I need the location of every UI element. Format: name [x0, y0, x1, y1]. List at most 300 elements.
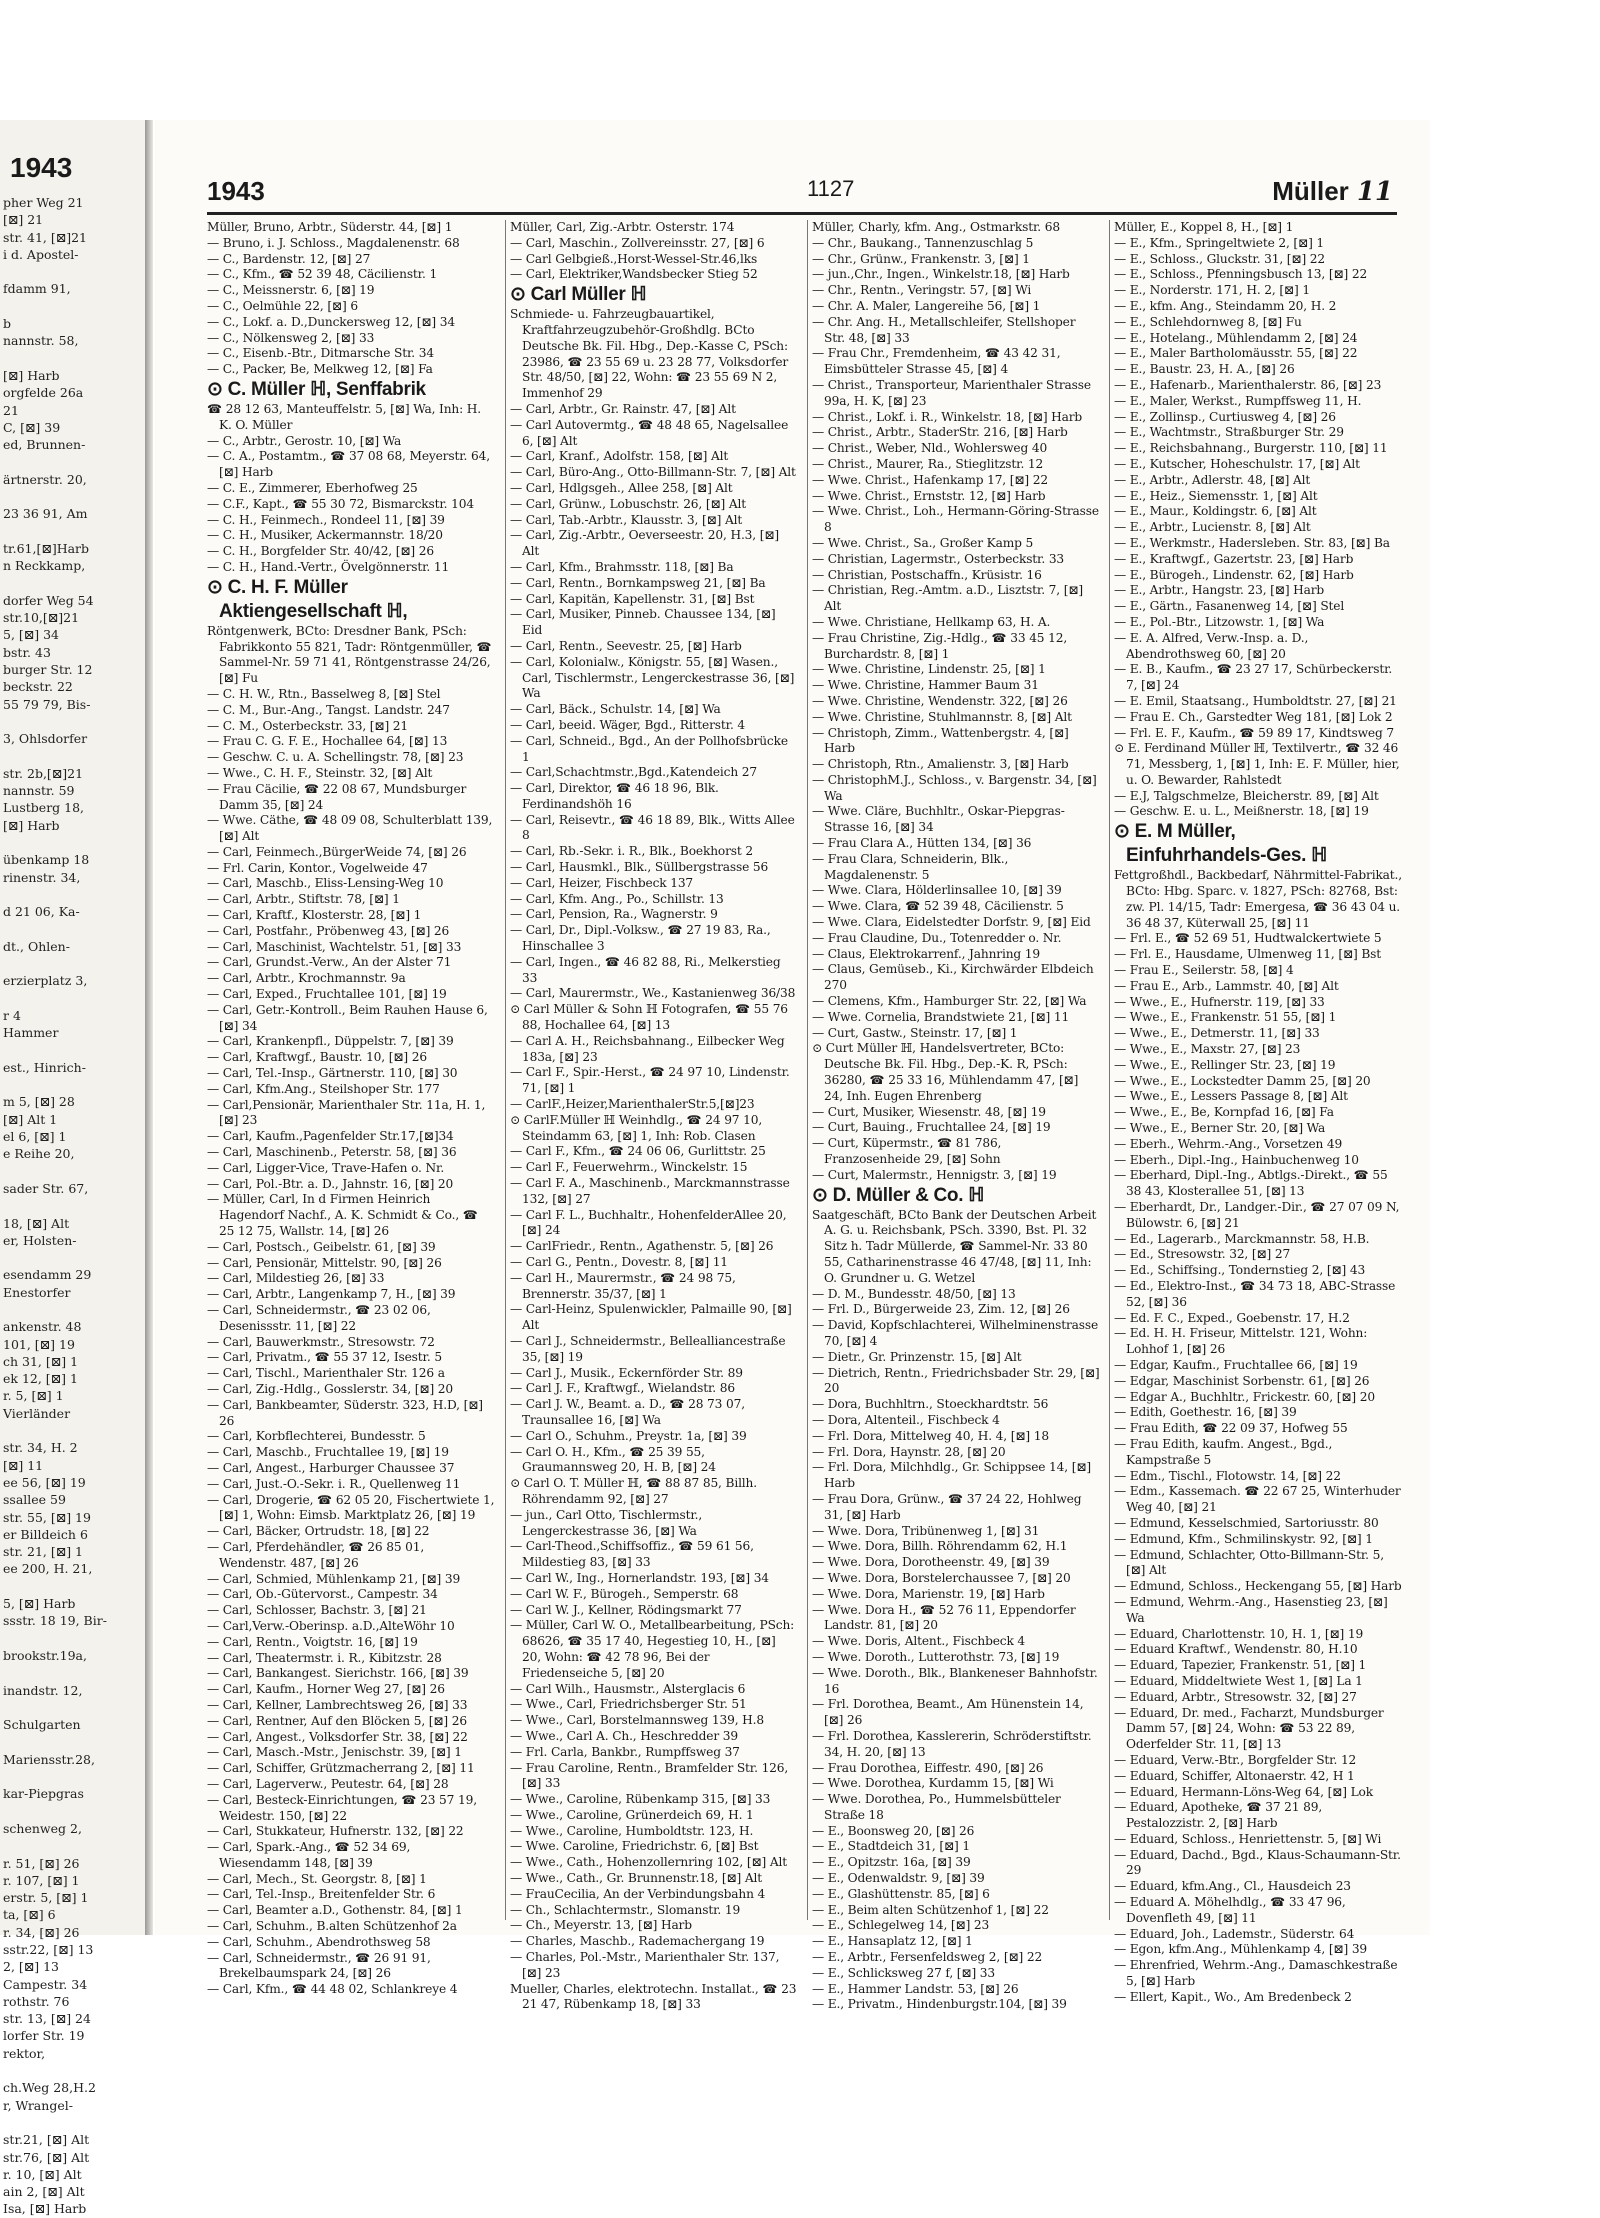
directory-entry: — Carl, Tel.-Insp., Breitenfelder Str. 6 — [207, 1887, 436, 1902]
previous-page-line: ek 12, [⊠] 1 — [3, 1371, 78, 1387]
firm-heading: ⊙ C. H. F. Müller — [207, 576, 348, 598]
directory-entry: — Wwe. Clara, Eidelstedter Dorfstr. 9, [⊠] Eid — [812, 915, 1091, 930]
directory-entry: — Frl. E., Hausdame, Ulmenweg 11, [⊠] Bst — [1114, 947, 1382, 962]
previous-page-line: nannstr. 58, — [3, 333, 79, 349]
page-number: 1127 — [807, 176, 855, 201]
directory-entry: — Edgar, Maschinist Sorbenstr. 61, [⊠] 26 — [1114, 1373, 1370, 1388]
directory-entry: — Carl A. H., Reichsbahnang., Eilbecker Weg 183a, [⊠] 23 — [510, 1033, 785, 1064]
directory-entry: — Frau Claudine, Du., Totenredder o. Nr. — [812, 930, 1062, 945]
directory-entry: — CarlFriedr., Rentn., Agathenstr. 5, [⊠] 26 — [510, 1239, 774, 1254]
directory-entry: — Carl, Bankbeamter, Süderstr. 323, H.D, [⊠] 26 — [207, 1397, 483, 1428]
previous-page-line: 5, [⊠] Harb — [3, 1596, 76, 1612]
directory-entry: — E., Schloss., Pfenningsbusch 13, [⊠] 22 — [1114, 267, 1368, 282]
directory-entry: — Wwe., Carl, Friedrichsberger Str. 51 — [510, 1697, 747, 1712]
previous-page-line: 2, [⊠] 13 — [3, 1959, 60, 1975]
directory-entry: — Carl, Kfm.Ang., Steilshoper Str. 177 — [207, 1081, 440, 1096]
previous-page-line: ain 2, [⊠] Alt — [3, 2184, 85, 2200]
previous-page-line: burger Str. 12 — [3, 662, 93, 678]
previous-page-line: str.76, [⊠] Alt — [3, 2149, 90, 2165]
directory-entry: — Frl. D., Bürgerweide 23, Zim. 12, [⊠] 26 — [812, 1302, 1070, 1317]
previous-page-line: übenkamp 18 — [3, 852, 90, 868]
directory-entry: — E. A. Alfred, Verw.-Insp. a. D., Abendrothsweg 60, [⊠] 20 — [1114, 630, 1309, 661]
directory-entry: — Frl. E., ☎ 52 69 51, Hudtwalckertwiete 5 — [1114, 931, 1382, 946]
directory-entry: — E., Beim alten Schützenhof 1, [⊠] 22 — [812, 1902, 1049, 1917]
directory-entry: — Charles, Pol.-Mstr., Marienthaler Str. 137, [⊠] 23 — [510, 1950, 780, 1980]
directory-entry: — Carl, Reisevtr., ☎ 46 18 89, Blk., Witts Allee 8 — [510, 812, 795, 843]
directory-entry: — Edgar A., Buchhltr., Frickestr. 60, [⊠] 20 — [1114, 1389, 1375, 1404]
directory-entry: Müller, Bruno, Arbtr., Süderstr. 44, [⊠] 1 — [207, 220, 453, 234]
previous-page-line — [0, 1042, 145, 1059]
directory-entry: — Wwe. Dora, Borstelerchaussee 7, [⊠] 20 — [812, 1570, 1071, 1585]
directory-entry: — Curt, Bauing., Fruchtallee 24, [⊠] 19 — [812, 1120, 1051, 1135]
directory-entry: — E.J, Talgschmelze, Bleicherstr. 89, [⊠] Alt — [1114, 788, 1379, 803]
directory-entry: — Christ., Weber, Nld., Wohlersweg 40 — [812, 441, 1048, 456]
directory-entry: — Frau E. Ch., Garstedter Weg 181, [⊠] Lok 2 — [1114, 709, 1393, 724]
previous-page-line — [0, 2062, 145, 2079]
previous-page-line: esendamm 29 — [3, 1267, 92, 1283]
previous-page-line: orgfelde 26a — [3, 385, 84, 401]
previous-page-line: r 4 — [3, 1007, 21, 1023]
directory-entry: — Christian, Lagermstr., Osterbeckstr. 33 — [812, 551, 1065, 566]
directory-entry: — Wwe. Doroth., Lutterothstr. 73, [⊠] 19 — [812, 1649, 1060, 1664]
directory-entry: — David, Kopfschlachterei, Wilhelminenstrasse 70, [⊠] 4 — [812, 1318, 1099, 1348]
previous-page-line — [0, 1163, 145, 1180]
directory-entry: — Carl-Theod.,Schiffsoffiz., ☎ 59 61 56, Mildestieg 83, [⊠] 33 — [510, 1539, 754, 1570]
directory-entry: — Carl, Bäck., Schulstr. 14, [⊠] Wa — [510, 702, 721, 717]
directory-entry: — Eduard, Schiffer, Altonaerstr. 42, H 1 — [1114, 1768, 1355, 1783]
previous-page-line — [0, 1578, 145, 1595]
directory-entry: — Carl, beeid. Wäger, Bgd., Ritterstr. 4 — [510, 717, 746, 732]
directory-entry: — Carl, Hausmkl., Blk., Süllbergstrasse 56 — [510, 860, 769, 875]
directory-entry: — Carl Autovermtg., ☎ 48 48 65, Nagelsallee 6, [⊠] Alt — [510, 417, 789, 448]
directory-entry: — Carl, Just.-O.-Sekr. i. R., Quellenweg 11 — [207, 1476, 461, 1491]
directory-entry: — E., Glashüttenstr. 85, [⊠] 6 — [812, 1886, 990, 1901]
previous-page-line — [0, 748, 145, 765]
directory-entry: — E., Stadtdeich 31, [⊠] 1 — [812, 1839, 970, 1854]
directory-entry: — Carl F., Spir.-Herst., ☎ 24 97 10, Lindenstr. 71, [⊠] 1 — [510, 1065, 790, 1096]
directory-entry: — Eduard, kfm.Ang., Cl., Hausdeich 23 — [1114, 1879, 1351, 1894]
directory-entry: — Curt, Küpermstr., ☎ 81 786, Franzosenheide 29, [⊠] Sohn — [812, 1136, 1002, 1167]
previous-page-line: i d. Apostel- — [3, 246, 79, 262]
directory-entry: — Edmund, Schloss., Heckengang 55, [⊠] Harb — [1114, 1579, 1402, 1594]
directory-entry: — Carl, Arbtr., Gr. Rainstr. 47, [⊠] Alt — [510, 401, 736, 416]
page-header — [207, 170, 1407, 210]
directory-entry: — Carl H., Maurermstr., ☎ 24 98 75, Brennerstr. 35/37, [⊠] 1 — [510, 1270, 736, 1301]
previous-page-line: str. 2b,[⊠]21 — [3, 765, 84, 781]
previous-page-line: ee 56, [⊠] 19 — [3, 1474, 86, 1490]
directory-entry: — Carl, Arbtr., Stiftstr. 78, [⊠] 1 — [207, 892, 400, 907]
directory-entry: — Carl, Postfahr., Pröbenweg 43, [⊠] 26 — [207, 923, 450, 938]
directory-entry: — Wwe. Dorothea, Po., Hummelsbütteler Straße 18 — [812, 1792, 1061, 1822]
directory-entry: — Eduard, Apotheke, ☎ 37 21 89, Pestalozzistr. 2, [⊠] Harb — [1114, 1800, 1323, 1831]
directory-entry: — Carl, Bäcker, Ortrudstr. 18, [⊠] 22 — [207, 1524, 430, 1539]
directory-entry: — Ch., Schlachtermstr., Slomanstr. 19 — [510, 1902, 741, 1917]
previous-page-line: beckstr. 22 — [3, 679, 73, 695]
directory-entry: — E., Maur., Koldingstr. 6, [⊠] Alt — [1114, 504, 1317, 519]
directory-entry: — Carl, Ligger-Vice, Trave-Hafen o. Nr. — [207, 1160, 445, 1175]
directory-entry: — Curt, Gastw., Steinstr. 17, [⊠] 1 — [812, 1025, 1018, 1040]
directory-entry: — Carl, Spark.-Ang., ☎ 52 34 69, Wiesendamm 148, [⊠] 39 — [207, 1840, 411, 1870]
previous-page-line: erstr. 5, [⊠] 1 — [3, 1890, 89, 1906]
directory-page — [155, 120, 1430, 2012]
previous-page-line: r. 5, [⊠] 1 — [3, 1388, 64, 1404]
directory-entry: ☎ 28 12 63, Manteuffelstr. 5, [⊠] Wa, Inh: H. K. O. Müller — [207, 401, 481, 432]
directory-entry: — Carl J., Musik., Eckernförder Str. 89 — [510, 1365, 743, 1380]
directory-entry: — Carl, Tab.-Arbtr., Klausstr. 3, [⊠] Alt — [510, 512, 743, 527]
directory-entry: — E., Hotelang., Mühlendamm 2, [⊠] 24 — [1114, 330, 1358, 345]
directory-entry: — E., Arbtr., Adlerstr. 48, [⊠] Alt — [1114, 472, 1311, 487]
previous-page-line: 18, [⊠] Alt — [3, 1215, 70, 1231]
previous-page-line: erzierplatz 3, — [3, 973, 88, 989]
directory-entry: — E., Reichsbahnang., Burgerstr. 110, [⊠] 11 — [1114, 441, 1388, 456]
directory-entry: — Frau Dora, Grünw., ☎ 37 24 22, Hohlweg 31, [⊠] Harb — [812, 1491, 1082, 1522]
directory-entry: — Eberh., Wehrm.-Ang., Vorsetzen 49 — [1114, 1136, 1343, 1151]
directory-entry: — Christoph, Zimm., Wattenbergstr. 4, [⊠] Harb — [812, 725, 1069, 756]
directory-entry: — C. H., Musiker, Ackermannstr. 18/20 — [207, 528, 443, 543]
firm-heading: ⊙ C. Müller ℍ, Senffabrik — [207, 378, 426, 400]
directory-entry: — Frl. E. F., Kaufm., ☎ 59 89 17, Kindtsweg 7 — [1114, 725, 1394, 740]
directory-entry: — Eduard Kraftwf., Wendenstr. 80, H.10 — [1114, 1642, 1358, 1657]
running-head-surname: Müller — [1272, 176, 1349, 206]
directory-entry: — E., Odenwaldstr. 9, [⊠] 39 — [812, 1871, 985, 1886]
directory-entry: — Eduard A. Möhelhdlg., ☎ 33 47 96, Dovenfleth 49, [⊠] 11 — [1114, 1895, 1346, 1925]
previous-page-line — [0, 298, 145, 315]
previous-page-line: Mariensstr.28, — [3, 1751, 95, 1767]
directory-entry: — Carl, Kranf., Adolfstr. 158, [⊠] Alt — [510, 449, 729, 464]
previous-page-line: m 5, [⊠] 28 — [3, 1094, 75, 1110]
directory-entry: — Carl, Schlosser, Bachstr. 3, [⊠] 21 — [207, 1603, 427, 1618]
directory-entry: — Frl. Dora, Milchhdlg., Gr. Schippsee 14, [⊠] Harb — [812, 1460, 1091, 1491]
directory-entry: — C., Kfm., ☎ 52 39 48, Cäcilienstr. 1 — [207, 267, 438, 282]
previous-page-line: 5, [⊠] 34 — [3, 627, 60, 643]
directory-entry: — Wwe. Christine, Lindenstr. 25, [⊠] 1 — [812, 662, 1046, 677]
previous-page-line: C, [⊠] 39 — [3, 419, 61, 435]
directory-entry: — Wwe., Caroline, Humboldtstr. 123, H. — [510, 1823, 754, 1838]
directory-entry: — Carl, Ingen., ☎ 46 82 88, Ri., Melkerstieg 33 — [510, 954, 781, 985]
directory-entry: — Carl, Schneidermstr., ☎ 23 02 06, Desenissstr. 11, [⊠] 22 — [207, 1303, 431, 1333]
previous-page-line: [⊠] Alt 1 — [3, 1111, 58, 1127]
directory-entry: — Dora, Altenteil., Fischbeck 4 — [812, 1412, 1000, 1427]
previous-page-line — [0, 1422, 145, 1439]
previous-page-line: r. 51, [⊠] 26 — [3, 1855, 80, 1871]
directory-entry: — E., kfm. Ang., Steindamm 20, H. 2 — [1114, 298, 1337, 313]
previous-page-line — [0, 2114, 145, 2131]
directory-entry: — Wwe., E., Maxstr. 27, [⊠] 23 — [1114, 1042, 1301, 1057]
previous-page-line: tr.61,[⊠]Harb — [3, 540, 90, 556]
firm-heading: Einfuhrhandels-Ges. ℍ — [1126, 845, 1327, 867]
directory-entry: — Frl. Dorothea, Kasslererin, Schröderstiftstr. 34, H. 20, [⊠] 13 — [812, 1728, 1092, 1759]
directory-entry: — Carl, Heizer, Fischbeck 137 — [510, 875, 694, 890]
directory-entry: — E., Hammer Landstr. 53, [⊠] 26 — [812, 1981, 1019, 1996]
previous-page-line: ed, Brunnen- — [3, 437, 86, 453]
directory-entry: — Carl, Krankenpfl., Düppelstr. 7, [⊠] 39 — [207, 1034, 454, 1049]
previous-page-line: r. 107, [⊠] 1 — [3, 1872, 80, 1888]
directory-entry: — Frau Chr., Fremdenheim, ☎ 43 42 31, Eimsbütteler Strasse 45, [⊠] 4 — [812, 346, 1061, 377]
previous-page-year: 1943 — [10, 152, 73, 183]
previous-page-line: Enestorfer — [3, 1284, 71, 1300]
directory-entry: — Carl, Kaufm.,Pagenfelder Str.17,[⊠]34 — [207, 1129, 454, 1144]
previous-page-line — [0, 523, 145, 540]
directory-entry: — C., Oelmühle 22, [⊠] 6 — [207, 298, 358, 313]
directory-entry: — Carl, Getr.-Kontroll., Beim Rauhen Hause 6, [⊠] 34 — [207, 1002, 488, 1033]
directory-entry: Röntgenwerk, BCto: Dresdner Bank, PSch: Fabrikkonto 55 821, Tadr: Röntgenmüller, ☎ Sammel-Nr. 59 71 41, Röntgenstrasse 24/26, [⊠] Fu — [207, 623, 492, 686]
previous-page-line: e Reihe 20, — [3, 1146, 75, 1162]
directory-entry: — Carl, Stukkateur, Hufnerstr. 132, [⊠] 22 — [207, 1824, 464, 1839]
directory-entry: — Carl,Schachtmstr.,Bgd.,Katendeich 27 — [510, 765, 757, 780]
previous-page-line — [0, 1837, 145, 1854]
directory-entry: — Eduard, Charlottenstr. 10, H. 1, [⊠] 19 — [1114, 1626, 1364, 1641]
directory-entry: — Frl. Dora, Haynstr. 28, [⊠] 20 — [812, 1444, 1006, 1459]
previous-page-line: 101, [⊠] 19 — [3, 1336, 75, 1352]
previous-page-line: dorfer Weg 54 — [3, 592, 94, 608]
directory-entry: — Frl. Carla, Bankbr., Rumpffsweg 37 — [510, 1744, 740, 1759]
directory-entry: — Carl J., Schneidermstr., Bellealliancestraße 35, [⊠] 19 — [510, 1333, 786, 1364]
directory-entry: — Ehrenfried, Wehrm.-Ang., Damaschkestraße 5, [⊠] Harb — [1114, 1958, 1398, 1989]
previous-page-line — [0, 575, 145, 592]
previous-page-line: str.21, [⊠] Alt — [3, 2132, 90, 2148]
directory-entry: — Carl, Schuhm., Abendrothsweg 58 — [207, 1934, 431, 1949]
directory-entry: — Carl, Büro-Ang., Otto-Billmann-Str. 7, [⊠] Alt — [510, 465, 796, 480]
directory-entry: — E., Werkmstr., Hadersleben. Str. 83, [⊠] Ba — [1114, 535, 1390, 550]
previous-page-line: ch.Weg 28,H.2 — [3, 2080, 96, 2096]
directory-entry: — Ed., Elektro-Inst., ☎ 34 73 18, ABC-Strasse 52, [⊠] 36 — [1114, 1279, 1396, 1309]
previous-page-line: dt., Ohlen- — [3, 938, 70, 954]
directory-entry: — Carl, Mildestieg 26, [⊠] 33 — [207, 1271, 385, 1286]
directory-entry: — Ch., Meyerstr. 13, [⊠] Harb — [510, 1918, 692, 1933]
directory-entry: — E., Gärtn., Fasanenweg 14, [⊠] Stel — [1114, 599, 1345, 614]
directory-entry: — Wwe. Cäthe, ☎ 48 09 08, Schulterblatt 139, [⊠] Alt — [207, 813, 493, 844]
directory-entry: — C. H., Feinmech., Rondeel 11, [⊠] 39 — [207, 512, 445, 527]
directory-entry: — Frau E., Seilerstr. 58, [⊠] 4 — [1114, 963, 1294, 978]
directory-entry: — Wwe. Dora, Dorotheenstr. 49, [⊠] 39 — [812, 1555, 1050, 1570]
previous-page-line: bstr. 43 — [3, 644, 51, 660]
directory-entry: — Chr. Ang. H., Metallschleifer, Stellshoper Str. 48, [⊠] 33 — [812, 314, 1076, 345]
previous-page-line: ee 200, H. 21, — [3, 1561, 93, 1577]
directory-entry: — jun., Carl Otto, Tischlermstr., Lengerckestrasse 36, [⊠] Wa — [510, 1507, 703, 1538]
directory-entry: — Eberhard, Dipl.-Ing., Abtlgs.-Direkt., ☎ 55 38 43, Klosterallee 51, [⊠] 13 — [1114, 1168, 1388, 1199]
directory-entry: Saatgeschäft, BCto Bank der Deutschen Arbeit A. G. u. Reichsbank, PSch. 3390, Bst. Pl. 32 Sitz h. Tadr Müllerde, ☎ Sammel-Nr. 33 80 55, Catharinenstrasse 46 47/48, [⊠] 11, Inh: O. Grundner u. G. Wetzel — [812, 1207, 1097, 1285]
directory-entry: — E. B., Kaufm., ☎ 23 27 17, Schürbeckerstr. 7, [⊠] 24 — [1114, 662, 1393, 693]
previous-page-line: schenweg 2, — [3, 1820, 82, 1836]
directory-entry: — Edgar, Kaufm., Fruchtallee 66, [⊠] 19 — [1114, 1357, 1358, 1372]
directory-entry: — Carl, Maschinist, Wachtelstr. 51, [⊠] 33 — [207, 939, 462, 954]
directory-entry: — C., Eisenb.-Btr., Ditmarsche Str. 34 — [207, 346, 434, 361]
directory-entry: — Carl, Hdlgsgeh., Allee 258, [⊠] Alt — [510, 480, 733, 495]
directory-entry: — Curt, Malermstr., Hennigstr. 3, [⊠] 19 — [812, 1167, 1057, 1182]
directory-entry: — Carl, Arbtr., Krochmannstr. 9a — [207, 971, 406, 986]
directory-entry: — Carl, Privatm., ☎ 55 37 12, Isestr. 5 — [207, 1350, 442, 1365]
directory-entry: Mueller, Charles, elektrotechn. Installat., ☎ 23 21 47, Rübenkamp 18, [⊠] 33 — [510, 1981, 797, 2012]
previous-page-line: Hammer — [3, 1025, 59, 1041]
directory-entry: — Wwe. Christine, Hammer Baum 31 — [812, 678, 1039, 693]
previous-page-line: rothstr. 76 — [3, 1993, 70, 2009]
previous-page-line: lorfer Str. 19 — [3, 2028, 85, 2044]
directory-entry: — Edmund, Kesselschmied, Sartoriusstr. 80 — [1114, 1515, 1379, 1530]
directory-columns — [207, 220, 1403, 2012]
directory-entry: — Wwe., E., Be, Kornpfad 16, [⊠] Fa — [1114, 1105, 1334, 1120]
directory-entry: — Carl, Beamter a.D., Gothenstr. 84, [⊠] 1 — [207, 1903, 463, 1918]
directory-entry: — Carl, Maschinenb., Peterstr. 58, [⊠] 36 — [207, 1145, 457, 1160]
directory-entry: — Eduard, Tapezier, Frankenstr. 51, [⊠] 1 — [1114, 1658, 1367, 1673]
directory-entry: — Wwe. Dora, Marienstr. 19, [⊠] Harb — [812, 1586, 1045, 1601]
directory-entry: — Chr., Grünw., Frankenstr. 3, [⊠] 1 — [812, 251, 1030, 266]
directory-entry: — Frau C. G. F. E., Hochallee 64, [⊠] 13 — [207, 734, 448, 749]
previous-page-line: sstr.22, [⊠] 13 — [3, 1941, 94, 1957]
directory-entry: — Frau Dorothea, Eiffestr. 490, [⊠] 26 — [812, 1760, 1044, 1775]
directory-entry: — E., Kraftwgf., Gazertstr. 23, [⊠] Harb — [1114, 551, 1354, 566]
directory-entry: — Wwe., E., Lockstedter Damm 25, [⊠] 20 — [1114, 1073, 1371, 1088]
directory-entry: — Geschw. C. u. A. Schellingstr. 78, [⊠] 23 — [207, 750, 464, 765]
directory-entry: — Carl, Schmied, Mühlenkamp 21, [⊠] 39 — [207, 1571, 461, 1586]
directory-entry: — Müller, Carl W. O., Metallbearbeitung, PSch: 68626, ☎ 35 17 40, Hegestieg 10, H., [⊠] 20, Wohn: ☎ 42 78 96, Bei der Friedenseiche 5, [⊠] 20 — [510, 1618, 795, 1680]
directory-entry: — Carl Wilh., Hausmstr., Alsterglacis 6 — [510, 1681, 746, 1696]
previous-page-line — [0, 350, 145, 367]
directory-entry: — Egon, kfm.Ang., Mühlenkamp 4, [⊠] 39 — [1114, 1942, 1368, 1957]
directory-entry: — Carl, Grundst.-Verw., An der Alster 71 — [207, 955, 452, 970]
previous-page-line: kar-Piepgras — [3, 1786, 84, 1802]
previous-page-line: ärtnerstr. 20, — [3, 471, 87, 487]
directory-entry: — Carl, Zig.-Arbtr., Oeverseestr. 20, H.3, [⊠] Alt — [510, 528, 779, 559]
directory-entry: — Curt, Musiker, Wiesenstr. 48, [⊠] 19 — [812, 1104, 1046, 1119]
previous-page-line: Vierländer — [3, 1405, 71, 1421]
directory-entry: — Carl, Kfm. Ang., Po., Schillstr. 13 — [510, 891, 724, 906]
directory-entry: Müller, Carl, Zig.-Arbtr. Osterstr. 174 — [510, 220, 735, 234]
directory-entry: — Wwe., Caroline, Rübenkamp 315, [⊠] 33 — [510, 1792, 771, 1807]
directory-entry: Müller, E., Koppel 8, H., [⊠] 1 — [1114, 220, 1294, 234]
directory-entry: — Edith, Goethestr. 16, [⊠] 39 — [1114, 1405, 1297, 1420]
directory-entry: — Carl W. J., Kellner, Rödingsmarkt 77 — [510, 1602, 742, 1617]
previous-page-line: fdamm 91, — [3, 281, 71, 297]
previous-page-line — [0, 955, 145, 972]
previous-page-line: rinenstr. 34, — [3, 869, 81, 885]
directory-entry: — Carl F. L., Buchhaltr., HohenfelderAllee 20, [⊠] 24 — [510, 1207, 787, 1238]
directory-entry: — Wwe. Christ., Sa., Großer Kamp 5 — [812, 535, 1034, 550]
directory-entry: — Carl, Pferdehändler, ☎ 26 85 01, Wendenstr. 487, [⊠] 26 — [207, 1539, 425, 1570]
directory-entry: — Ed. H. H. Friseur, Mittelstr. 121, Wohn: Lohhof 1, [⊠] 26 — [1114, 1326, 1368, 1357]
directory-entry: — Edm., Tischl., Flotowstr. 14, [⊠] 22 — [1114, 1468, 1341, 1483]
directory-entry: — Wwe. Christ., Ernststr. 12, [⊠] Harb — [812, 488, 1046, 503]
previous-page-line: pher Weg 21 — [3, 195, 84, 210]
previous-page-line: str. 55, [⊠] 19 — [3, 1509, 91, 1525]
directory-entry: — Eduard, Dachd., Bgd., Klaus-Schaumann-Str. 29 — [1114, 1847, 1401, 1878]
directory-entry: — Carl, Rentn., Voigtstr. 16, [⊠] 19 — [207, 1634, 418, 1649]
previous-page-line: 21 — [3, 402, 19, 418]
previous-page-line: n Reckkamp, — [3, 558, 86, 574]
directory-entry: — Carl, Kaufm., Horner Weg 27, [⊠] 26 — [207, 1682, 445, 1697]
directory-entry: — Carl, Schuhm., B.alten Schützenhof 2a — [207, 1919, 457, 1934]
previous-page-line — [0, 263, 145, 280]
directory-entry: — C. H., Hand.-Vertr., Övelgönnerstr. 11 — [207, 559, 450, 574]
directory-entry: — Carl-Heinz, Spulenwickler, Palmaille 90, [⊠] Alt — [510, 1302, 792, 1333]
directory-entry: — Carl, Feinmech.,BürgerWeide 74, [⊠] 26 — [207, 844, 467, 859]
directory-entry: — E., Wachtmstr., Straßburger Str. 29 — [1114, 425, 1344, 440]
sheet-number: 11 — [1356, 177, 1393, 207]
directory-entry: — Carl, Maschb., Fruchtallee 19, [⊠] 19 — [207, 1445, 449, 1460]
directory-column-2 — [505, 220, 798, 2012]
directory-entry: — Frau E., Arb., Lammstr. 40, [⊠] Alt — [1114, 978, 1339, 993]
previous-page-line: 55 79 79, Bis- — [3, 696, 91, 712]
previous-page-line: est., Hinrich- — [3, 1059, 86, 1075]
directory-entry: — Carl F., Kfm., ☎ 24 06 06, Gurlittstr. 25 — [510, 1144, 766, 1159]
directory-entry: — Frl. Dorothea, Beamt., Am Hünenstein 14, [⊠] 26 — [812, 1697, 1084, 1728]
directory-entry: — Carl, Zig.-Hdlg., Gosslerstr. 34, [⊠] 20 — [207, 1381, 454, 1396]
previous-page-line — [0, 453, 145, 470]
directory-entry: — Carl, Drogerie, ☎ 62 05 20, Fischertwiete 1, [⊠] 1, Wohn: Eimsb. Marktplatz 26, [⊠] 19 — [207, 1492, 495, 1523]
directory-entry: — Frau Clara, Schneiderin, Blk., Magdalenenstr. 5 — [812, 851, 1009, 882]
directory-entry: — Carl, Rentner, Auf den Blöcken 5, [⊠] 26 — [207, 1713, 467, 1728]
directory-entry: — Carl, Musiker, Pinneb. Chaussee 134, [⊠] Eid — [510, 607, 776, 638]
directory-entry: — Bruno, i. J. Schloss., Magdalenenstr. 68 — [207, 235, 460, 250]
directory-entry: — E., Schlehdornweg 8, [⊠] Fu — [1114, 314, 1302, 329]
directory-entry: — Carl, Kfm., ☎ 44 48 02, Schlankreye 4 — [207, 1982, 458, 1997]
directory-entry: — Carl F. A., Maschinenb., Marckmannstrasse 132, [⊠] 27 — [510, 1176, 790, 1206]
directory-entry: — Dora, Buchhltrn., Stoeckhardtstr. 56 — [812, 1397, 1049, 1412]
directory-entry: — Carl, Angest., Harburger Chaussee 37 — [207, 1460, 455, 1475]
previous-page-line — [0, 920, 145, 937]
directory-entry: — Eberh., Dipl.-Ing., Hainbuchenweg 10 — [1114, 1152, 1359, 1167]
firm-heading: ⊙ E. M Müller, — [1114, 821, 1236, 843]
directory-entry: — E., Schlicksweg 27 f, [⊠] 33 — [812, 1965, 995, 1980]
directory-entry: — Wwe. Christine, Wendenstr. 322, [⊠] 26 — [812, 693, 1068, 708]
directory-entry: — Eduard, Hermann-Löns-Weg 64, [⊠] Lok — [1114, 1784, 1373, 1799]
previous-page-line: str.10,[⊠]21 — [3, 610, 80, 626]
directory-entry: — Wwe. Doris, Altent., Fischbeck 4 — [812, 1634, 1026, 1649]
directory-entry: — Wwe. Dorothea, Kurdamm 15, [⊠] Wi — [812, 1776, 1054, 1791]
directory-entry: — C., Bardenstr. 12, [⊠] 27 — [207, 251, 371, 266]
directory-entry: — C., Nölkensweg 2, [⊠] 33 — [207, 330, 375, 345]
directory-entry: — Carl, Bankangest. Sierichstr. 166, [⊠] 39 — [207, 1666, 469, 1681]
directory-entry: — Wwe. Caroline, Friedrichstr. 6, [⊠] Bst — [510, 1839, 759, 1854]
directory-entry: — C.F., Kapt., ☎ 55 30 72, Bismarckstr. 104 — [207, 496, 474, 511]
directory-entry: — Wwe., E., Hufnerstr. 119, [⊠] 33 — [1114, 994, 1325, 1009]
previous-page-line — [0, 1768, 145, 1785]
directory-entry: — Eduard, Schloss., Henriettenstr. 5, [⊠] Wi — [1114, 1831, 1382, 1846]
directory-entry: — Carl, Rentn., Bornkampsweg 21, [⊠] Ba — [510, 575, 766, 590]
previous-page-line — [0, 713, 145, 730]
directory-entry: — Eduard, Dr. med., Facharzt, Mundsburger Damm 57, [⊠] 24, Wohn: ☎ 53 22 89, Oderfelder Str. 11, [⊠] 13 — [1114, 1705, 1384, 1752]
directory-entry: — Wwe. Dora H., ☎ 52 76 11, Eppendorfer Landstr. 81, [⊠] 20 — [812, 1602, 1076, 1633]
previous-page-line — [0, 1249, 145, 1266]
directory-entry: — Wwe., Cath., Hohenzollernring 102, [⊠] Alt — [510, 1855, 787, 1870]
directory-entry: — Carl Gelbgieß.,Horst-Wessel-Str.46,lks — [510, 251, 758, 266]
directory-entry: — E., Opitzstr. 16a, [⊠] 39 — [812, 1855, 971, 1870]
directory-entry: — Carl, Postsch., Geibelstr. 61, [⊠] 39 — [207, 1239, 436, 1254]
previous-page-text — [0, 194, 145, 2218]
directory-entry: — Frau Edith, kaufm. Angest., Bgd., Kampstraße 5 — [1114, 1436, 1333, 1467]
directory-entry: — Wwe., E., Frankenstr. 51 55, [⊠] 1 — [1114, 1010, 1337, 1025]
header-rule — [207, 212, 1397, 215]
directory-entry: — C., Packer, Be, Melkweg 12, [⊠] Fa — [207, 362, 433, 377]
directory-entry: — Carl, Ob.-Gütervorst., Campestr. 34 — [207, 1587, 438, 1602]
previous-page-line: Campestr. 34 — [3, 1976, 88, 1992]
previous-page-line: str. 13, [⊠] 24 — [3, 2011, 91, 2027]
previous-page-line: 23 36 91, Am — [3, 506, 88, 522]
directory-entry: — Edm., Kassemach. ☎ 22 67 25, Winterhuder Weg 40, [⊠] 21 — [1114, 1484, 1401, 1515]
directory-entry: — Ed., Schiffsing., Tondernstieg 2, [⊠] 43 — [1114, 1263, 1366, 1278]
directory-entry: — Wwe., C. H. F., Steinstr. 32, [⊠] Alt — [207, 765, 433, 780]
directory-entry: — Carl, Kraftwgf., Baustr. 10, [⊠] 26 — [207, 1050, 427, 1065]
directory-entry: — Carl, Kapitän, Kapellenstr. 31, [⊠] Bst — [510, 591, 755, 606]
directory-entry: — Eduard, Joh., Lademstr., Süderstr. 64 — [1114, 1926, 1355, 1941]
directory-entry: — E., Kfm., Springeltwiete 2, [⊠] 1 — [1114, 235, 1325, 250]
directory-entry: — C., Arbtr., Gerostr. 10, [⊠] Wa — [207, 433, 402, 448]
directory-entry: — Carl, Direktor, ☎ 46 18 96, Blk. Ferdinandshöh 16 — [510, 781, 719, 811]
directory-entry: — Wwe. Doroth., Blk., Blankeneser Bahnhofstr. 16 — [812, 1665, 1098, 1696]
directory-entry: — Christian, Postschaffn., Krüsistr. 16 — [812, 567, 1042, 582]
directory-entry: — Carl, Kraftf., Klosterstr. 28, [⊠] 1 — [207, 908, 422, 923]
previous-page-line: str. 34, H. 2 — [3, 1440, 78, 1456]
directory-entry: — Chr. A. Maler, Langereihe 56, [⊠] 1 — [812, 298, 1041, 313]
